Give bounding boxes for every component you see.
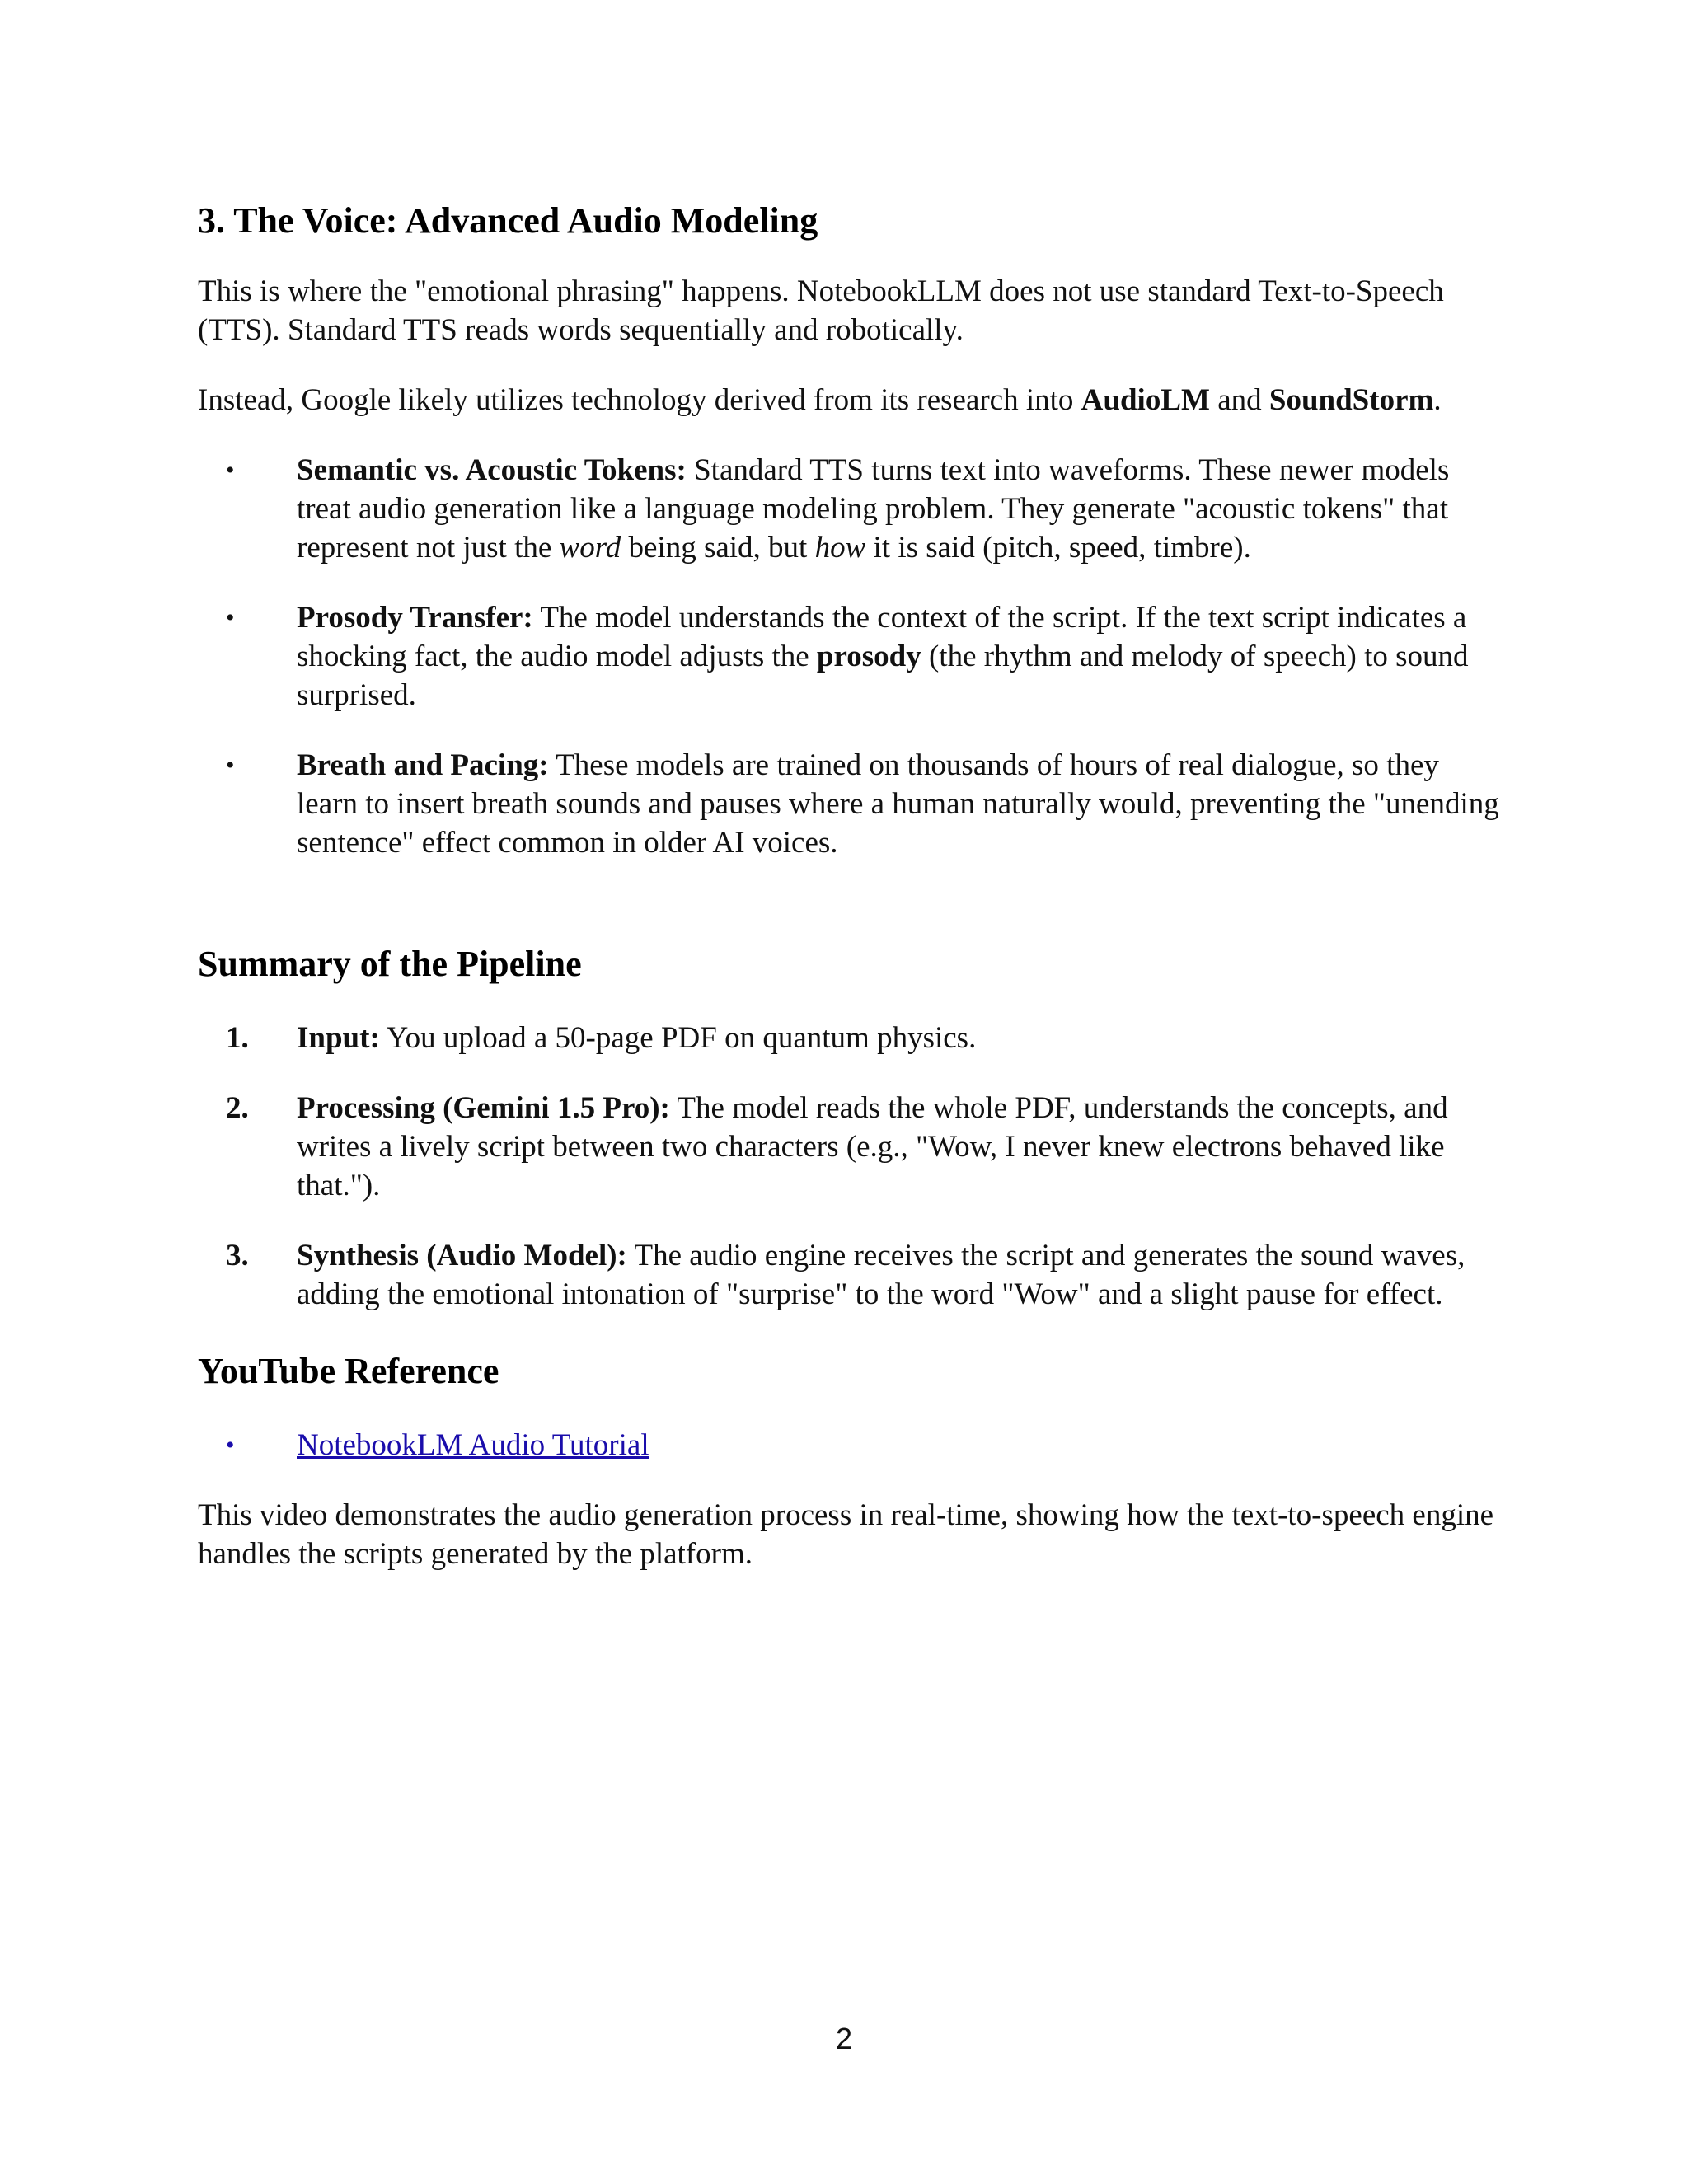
step-number: 3. (226, 1239, 249, 1272)
step-title: Processing (Gemini 1.5 Pro): (297, 1091, 670, 1125)
youtube-description-paragraph: This video demonstrates the audio generation process in real-time, showing how the text-to-speech engine handles the scripts generated by the platform. (198, 1498, 1494, 1571)
emphasis-how: how (814, 531, 866, 565)
step-text: The model reads the whole PDF, understands the concepts, and writes a lively script between two characters (e.g., "Wow, I never knew electrons behaved like that."). (297, 1091, 1448, 1202)
section-3-heading: 3. The Voice: Advanced Audio Modeling (198, 200, 818, 241)
list-item-text: Standard TTS turns text into waveforms. These newer models treat audio generation like a language modeling problem. They generate "acoustic tokens" that represent not just the (297, 453, 1450, 565)
list-item (198, 746, 1500, 862)
bullet-icon: • (226, 1432, 235, 1459)
step-number: 2. (226, 1091, 249, 1125)
list-item (198, 1426, 1500, 1465)
bullet-icon: • (226, 457, 235, 484)
list-item-text: The model understands the context of the script. If the text script indicates a shocking fact, the audio model adjusts the (297, 601, 1467, 673)
step-text: The audio engine receives the script and generates the sound waves, adding the emotional intonation of "surprise" to the word "Wow" and a slight pause for effect. (297, 1239, 1465, 1311)
list-item-title: Breath and Pacing: (297, 748, 549, 782)
step-number: 1. (226, 1021, 249, 1055)
list-item-text: (the rhythm and melody of speech) to sound surprised. (297, 640, 1469, 712)
list-item (198, 451, 1500, 567)
list-item (198, 598, 1500, 715)
step-title: Synthesis (Audio Model): (297, 1239, 627, 1272)
list-item-text: being said, but (621, 531, 815, 565)
list-item-title: Prosody Transfer: (297, 601, 533, 635)
youtube-reference-heading: YouTube Reference (198, 1351, 499, 1391)
bullet-icon: • (226, 604, 235, 631)
pipeline-step (198, 1236, 1500, 1314)
prosody-term: prosody (816, 640, 921, 673)
list-item-text: it is said (pitch, speed, timbre). (865, 531, 1251, 565)
step-text: You upload a 50-page PDF on quantum physics. (379, 1021, 977, 1055)
summary-heading: Summary of the Pipeline (198, 944, 582, 984)
soundstorm-term: SoundStorm (1268, 383, 1434, 417)
emphasis-word: word (559, 531, 621, 565)
list-item-text: These models are trained on thousands of hours of real dialogue, so they learn to insert breath sounds and pauses where a human naturally would, preventing the "unending sentence" effect common in older AI voices. (297, 748, 1499, 860)
section-3-intro-paragraph: This is where the "emotional phrasing" happens. NotebookLLM does not use standard Text-to-Speech (TTS). Standard TTS reads words sequentially and robotically. (198, 274, 1444, 347)
list-item-title: Semantic vs. Acoustic Tokens: (297, 453, 687, 487)
youtube-links-list (198, 1426, 1500, 1465)
section-3-research-paragraph (198, 381, 1500, 419)
audiolm-term: AudioLM (1081, 383, 1210, 417)
bullet-icon: • (226, 752, 235, 779)
youtube-tutorial-link[interactable]: NotebookLM Audio Tutorial (297, 1428, 649, 1462)
document-page (198, 198, 1500, 1573)
research-text-mid: and (1209, 383, 1269, 417)
step-title: Input: (297, 1021, 380, 1055)
pipeline-step (198, 1019, 1500, 1057)
pipeline-steps-list (198, 1019, 1500, 1314)
research-text-after: . (1433, 383, 1442, 417)
audio-techniques-list (198, 451, 1500, 862)
page-number: 2 (835, 2022, 853, 2055)
research-text-before: Instead, Google likely utilizes technology derived from its research into (198, 383, 1081, 417)
pipeline-step (198, 1089, 1500, 1205)
